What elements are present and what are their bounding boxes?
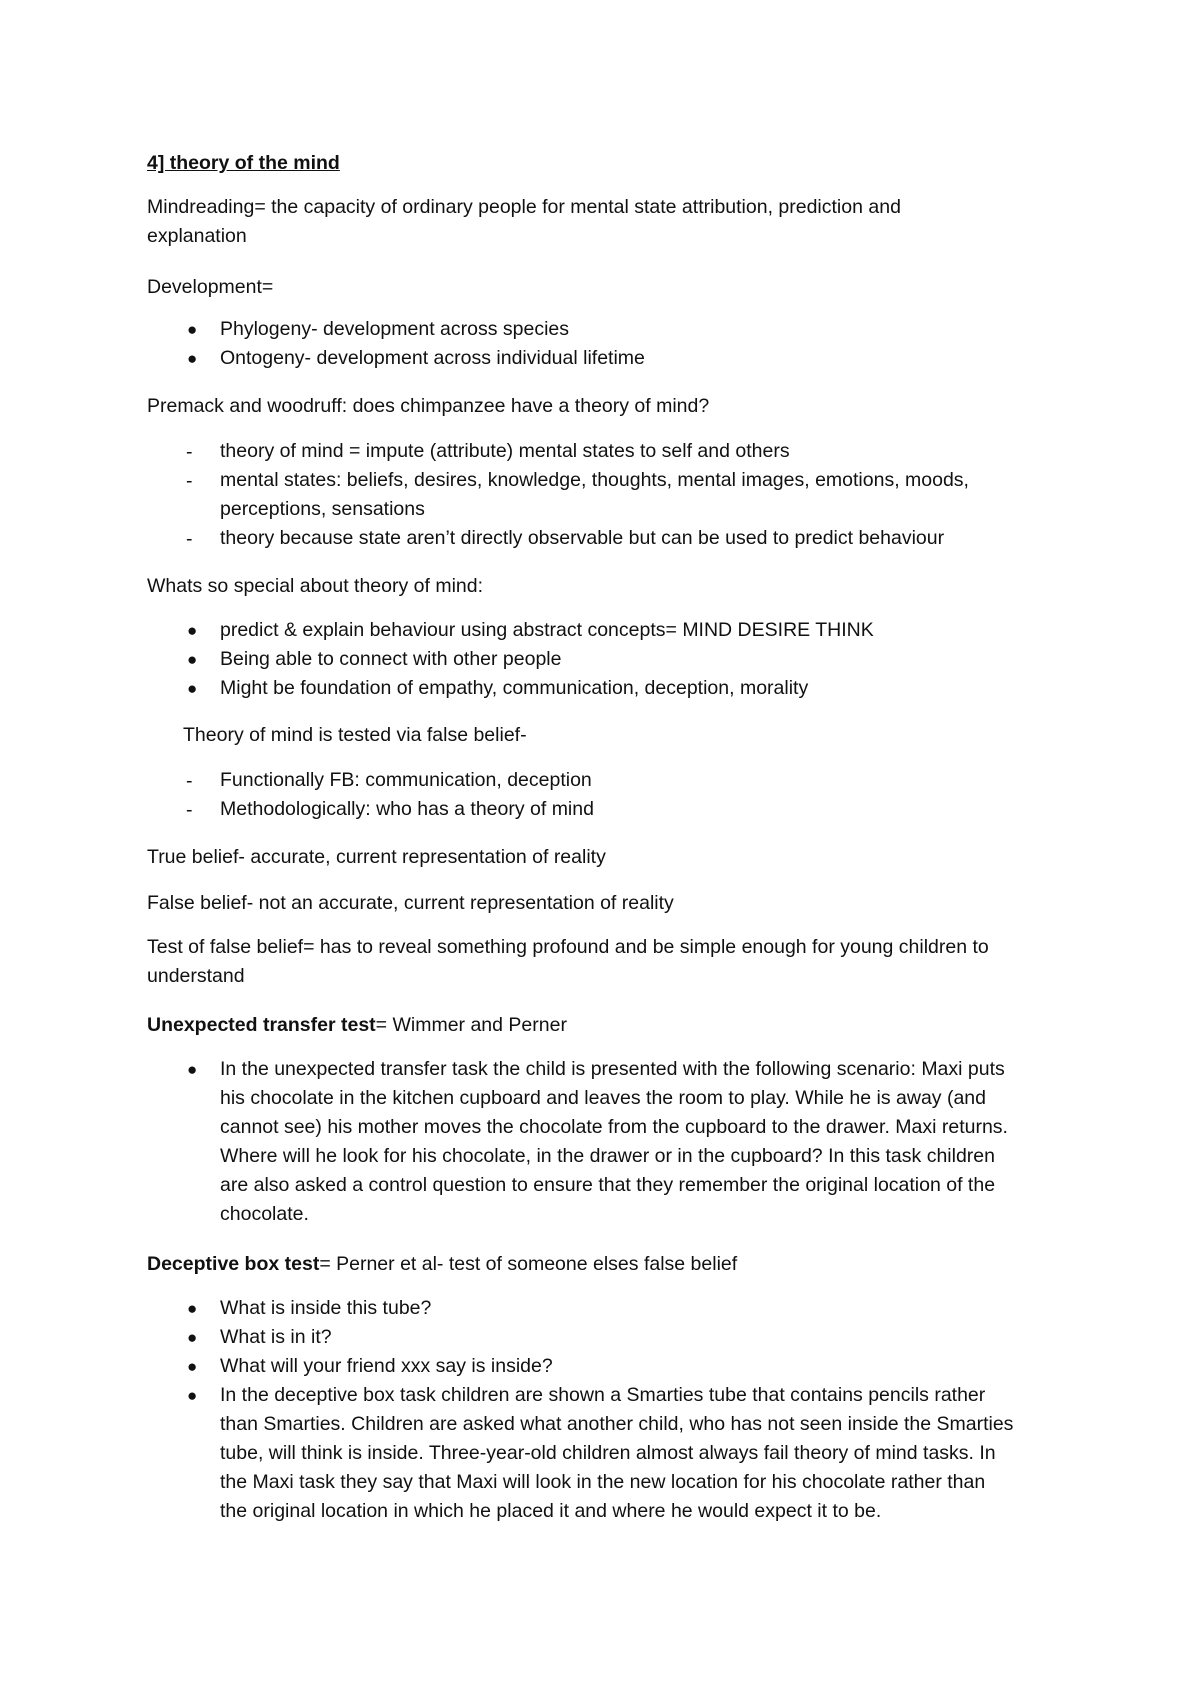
list-item: In the deceptive box task children are shown a Smarties tube that contains pencils rather [220, 1384, 986, 1406]
list-item: Methodologically: who has a theory of mind [220, 798, 594, 820]
list-item-continuation: the original location in which he placed it and where he would expect it to be. [220, 1500, 882, 1522]
true-belief: True belief- accurate, current representation of reality [147, 846, 606, 868]
false-belief: False belief- not an accurate, current representation of reality [147, 892, 674, 914]
deceptive-heading-bold: Deceptive box test [147, 1253, 320, 1275]
bullet-icon: ● [187, 320, 198, 339]
list-item: Phylogeny- development across species [220, 318, 570, 340]
bullet-icon: ● [187, 1386, 198, 1405]
dash-icon: - [186, 528, 193, 550]
bullet-icon: ● [187, 650, 198, 669]
test-false-belief-line-2: understand [147, 965, 245, 987]
premack-heading: Premack and woodruff: does chimpanzee have a theory of mind? [147, 395, 710, 417]
list-item: In the unexpected transfer task the child is presented with the following scenario: Maxi puts [220, 1058, 1005, 1080]
unexpected-heading [147, 1013, 567, 1037]
bullet-icon: ● [187, 1060, 198, 1079]
test-false-belief-line-1: Test of false belief= has to reveal something profound and be simple enough for young children to [147, 936, 989, 958]
list-item: predict & explain behaviour using abstract concepts= MIND DESIRE THINK [220, 619, 874, 641]
list-item: Might be foundation of empathy, communication, deception, morality [220, 677, 809, 699]
list-item: mental states: beliefs, desires, knowledge, thoughts, mental images, emotions, moods, [220, 469, 969, 491]
development-label: Development= [147, 276, 274, 298]
list-item-continuation: chocolate. [220, 1203, 309, 1225]
deceptive-heading-rest: = Perner et al- test of someone elses false belief [319, 1253, 738, 1275]
special-heading: Whats so special about theory of mind: [147, 575, 484, 597]
bullet-icon: ● [187, 349, 198, 368]
list-item: What is inside this tube? [220, 1297, 432, 1319]
unexpected-heading-rest: = Wimmer and Perner [375, 1014, 567, 1036]
tested-heading: Theory of mind is tested via false belief- [183, 724, 527, 746]
list-item: Functionally FB: communication, deception [220, 769, 592, 791]
list-item-continuation: cannot see) his mother moves the chocolate from the cupboard to the drawer. Maxi returns. [220, 1116, 1008, 1138]
deceptive-heading [147, 1252, 737, 1276]
bullet-icon: ● [187, 621, 198, 640]
bullet-icon: ● [187, 679, 198, 698]
bullet-icon: ● [187, 1328, 198, 1347]
list-item: What is in it? [220, 1326, 332, 1348]
bullet-icon: ● [187, 1299, 198, 1318]
list-item: What will your friend xxx say is inside? [220, 1355, 553, 1377]
unexpected-heading-bold: Unexpected transfer test [147, 1014, 376, 1036]
list-item-continuation: perceptions, sensations [220, 498, 425, 520]
list-item: theory because state aren’t directly observable but can be used to predict behaviour [220, 527, 945, 549]
list-item-continuation: Where will he look for his chocolate, in the drawer or in the cupboard? In this task children [220, 1145, 995, 1167]
list-item-continuation: tube, will think is inside. Three-year-old children almost always fail theory of mind tasks. In [220, 1442, 996, 1464]
dash-icon: - [186, 470, 193, 492]
list-item-continuation: are also asked a control question to ensure that they remember the original location of the [220, 1174, 996, 1196]
list-item-continuation: the Maxi task they say that Maxi will look in the new location for his chocolate rather than [220, 1471, 986, 1493]
list-item-continuation: than Smarties. Children are asked what another child, who has not seen inside the Smarties [220, 1413, 1014, 1435]
list-item-continuation: his chocolate in the kitchen cupboard and leaves the room to play. While he is away (and [220, 1087, 986, 1109]
dash-icon: - [186, 770, 193, 792]
dash-icon: - [186, 799, 193, 821]
mindreading-line-1: Mindreading= the capacity of ordinary people for mental state attribution, prediction and [147, 196, 901, 218]
dash-icon: - [186, 441, 193, 463]
list-item: Ontogeny- development across individual lifetime [220, 347, 645, 369]
bullet-icon: ● [187, 1357, 198, 1376]
list-item: theory of mind = impute (attribute) mental states to self and others [220, 440, 790, 462]
list-item: Being able to connect with other people [220, 648, 562, 670]
mindreading-line-2: explanation [147, 225, 247, 247]
page-title: 4] theory of the mind [147, 152, 340, 174]
